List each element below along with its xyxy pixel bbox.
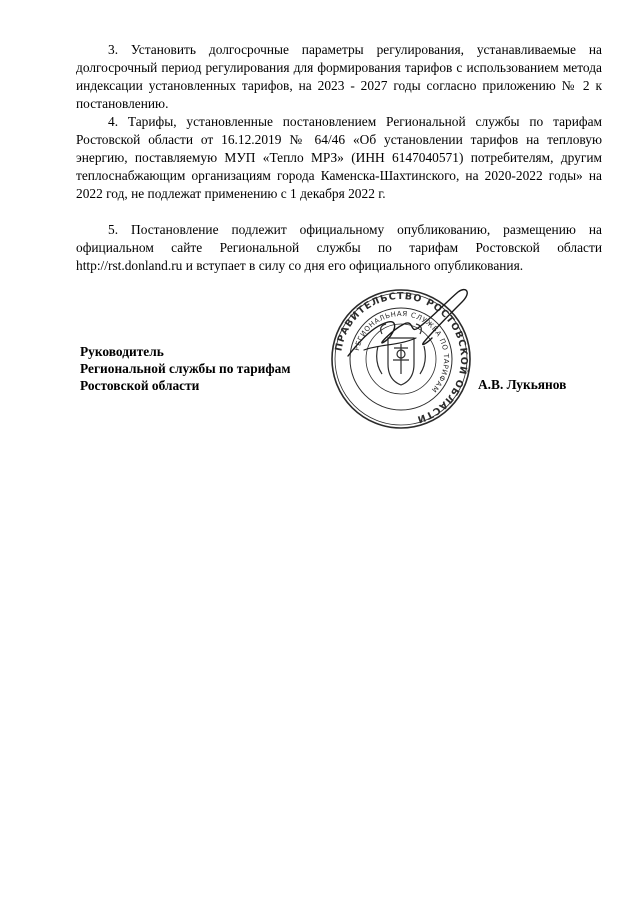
position-line-3: Ростовской области: [80, 378, 200, 393]
position-line-1: Руководитель: [80, 344, 164, 359]
seal-outer-text: ПРАВИТЕЛЬСТВО РОСТОВСКОЙ ОБЛАСТИ: [333, 290, 470, 425]
signer-name: А.В. Лукьянов: [478, 377, 567, 392]
seal-inner-text: РЕГИОНАЛЬНАЯ СЛУЖБА ПО ТАРИФАМ: [352, 309, 451, 395]
handwritten-signature: [340, 286, 480, 366]
signatory-position: [80, 343, 290, 394]
paragraph-4: 4. Тарифы, установленные постановлением Региональной службы по тарифам Ростовской области от 16.12.2019 № 64/46 «Об установлении тарифов на тепловую энергию, поставляемую МУП «Тепло МРЗ» (ИНН 6147040571) потребителям, другим теплоснабжающим организациям города Каменска-Шахтинского, на 2020-2022 годы» на 2022 год, не подлежат применению с 1 декабря 2022 г.: [76, 114, 602, 201]
paragraph-3: 3. Установить долгосрочные параметры регулирования, устанавливаемые на долгосрочный период регулирования для формирования тарифов с использованием метода индексации установленных тарифов, на 2023 - 2027 годы согласно приложению № 2 к постановлению.: [76, 42, 602, 111]
position-line-2: Региональной службы по тарифам: [80, 361, 291, 376]
paragraph-5: 5. Постановление подлежит официальному опубликованию, размещению на официальном сайте Региональной службы по тарифам Ростовской области http://rst.donland.ru и вступает в силу со дня его официального опубликования.: [76, 222, 602, 273]
